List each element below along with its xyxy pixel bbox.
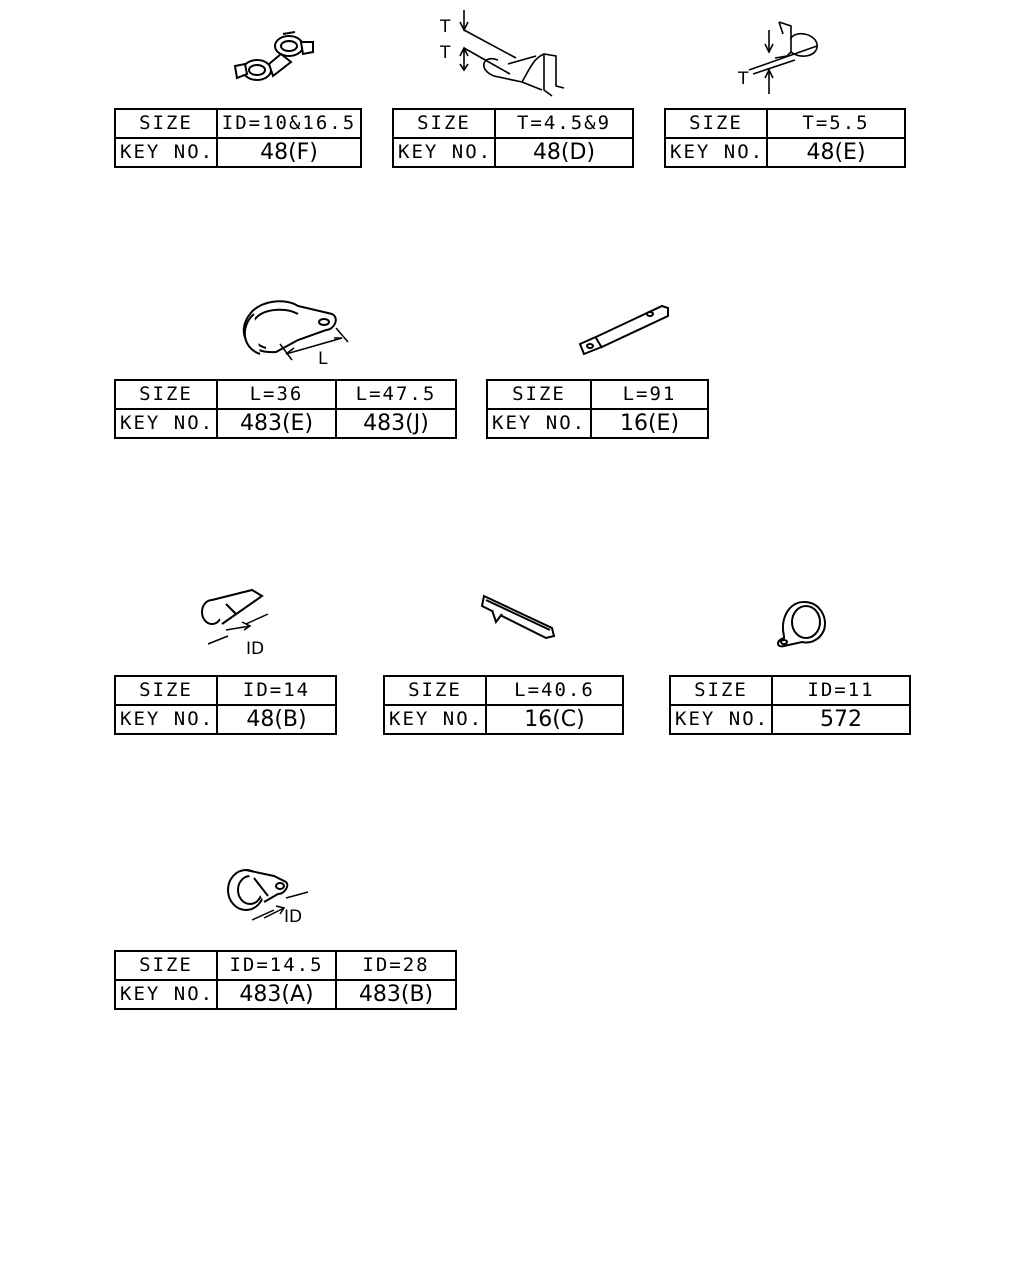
size-label: SIZE <box>384 676 486 705</box>
size-row <box>384 676 623 705</box>
spec-table <box>486 379 709 439</box>
double-ring-clamp-icon <box>225 28 325 98</box>
key-value: 483(E) <box>217 409 336 438</box>
size-row <box>393 109 633 138</box>
key-no-label: KEY NO. <box>115 409 217 438</box>
size-value: ID=10&16.5 <box>217 109 361 138</box>
key-row <box>115 705 336 734</box>
size-label: SIZE <box>115 380 217 409</box>
spec-table <box>114 108 362 168</box>
key-value: 48(F) <box>217 138 361 167</box>
key-row <box>393 138 633 167</box>
p-clamp-icon <box>774 596 834 656</box>
size-value: T=5.5 <box>767 109 905 138</box>
folded-strap-clamp-icon <box>236 292 356 372</box>
size-value: ID=14.5 <box>217 951 336 980</box>
pipe-clip-icon <box>196 584 286 660</box>
spec-table <box>114 379 457 439</box>
size-value: L=47.5 <box>336 380 456 409</box>
size-row <box>487 380 708 409</box>
spec-table <box>392 108 634 168</box>
key-no-label: KEY NO. <box>665 138 767 167</box>
dimension-id: ID <box>284 907 303 927</box>
size-label: SIZE <box>115 109 217 138</box>
key-value: 16(E) <box>591 409 708 438</box>
spec-table <box>664 108 906 168</box>
key-row <box>115 409 456 438</box>
key-value: 483(J) <box>336 409 456 438</box>
size-label: SIZE <box>487 380 591 409</box>
size-value: L=40.6 <box>486 676 623 705</box>
size-row <box>670 676 910 705</box>
size-value: ID=28 <box>336 951 456 980</box>
size-value: L=36 <box>217 380 336 409</box>
size-label: SIZE <box>115 951 217 980</box>
key-value: 483(A) <box>217 980 336 1009</box>
size-row <box>665 109 905 138</box>
key-row <box>115 138 361 167</box>
key-row <box>670 705 910 734</box>
key-no-label: KEY NO. <box>115 138 217 167</box>
key-value: 48(E) <box>767 138 905 167</box>
size-value: ID=14 <box>217 676 336 705</box>
key-value: 48(B) <box>217 705 336 734</box>
key-value: 16(C) <box>486 705 623 734</box>
key-no-label: KEY NO. <box>115 705 217 734</box>
key-no-label: KEY NO. <box>115 980 217 1009</box>
size-row <box>115 676 336 705</box>
size-value: T=4.5&9 <box>495 109 633 138</box>
key-no-label: KEY NO. <box>384 705 486 734</box>
cushioned-clamp-icon <box>224 862 316 930</box>
size-label: SIZE <box>665 109 767 138</box>
size-row <box>115 951 456 980</box>
key-no-label: KEY NO. <box>393 138 495 167</box>
hose-strip-clip-icon <box>478 590 560 646</box>
key-row <box>487 409 708 438</box>
spec-table <box>114 950 457 1010</box>
spring-clip-icon <box>735 16 835 98</box>
dimension-t-upper: T <box>440 17 451 37</box>
key-row <box>115 980 456 1009</box>
key-row <box>384 705 623 734</box>
size-value: ID=11 <box>772 676 910 705</box>
key-value: 572 <box>772 705 910 734</box>
key-value: 48(D) <box>495 138 633 167</box>
dimension-t-lower: T <box>440 43 451 63</box>
size-label: SIZE <box>393 109 495 138</box>
key-value: 483(B) <box>336 980 456 1009</box>
key-no-label: KEY NO. <box>487 409 591 438</box>
size-row <box>115 109 361 138</box>
dimension-id: ID <box>246 639 265 659</box>
size-value: L=91 <box>591 380 708 409</box>
dimension-l: L <box>318 349 328 369</box>
spec-table <box>669 675 911 735</box>
key-row <box>665 138 905 167</box>
s-bend-clip-icon <box>438 8 578 103</box>
size-row <box>115 380 456 409</box>
spec-table <box>114 675 337 735</box>
size-label: SIZE <box>670 676 772 705</box>
key-no-label: KEY NO. <box>670 705 772 734</box>
spec-table <box>383 675 624 735</box>
size-label: SIZE <box>115 676 217 705</box>
dimension-t: T <box>738 69 749 89</box>
flat-bracket-icon <box>574 298 674 360</box>
